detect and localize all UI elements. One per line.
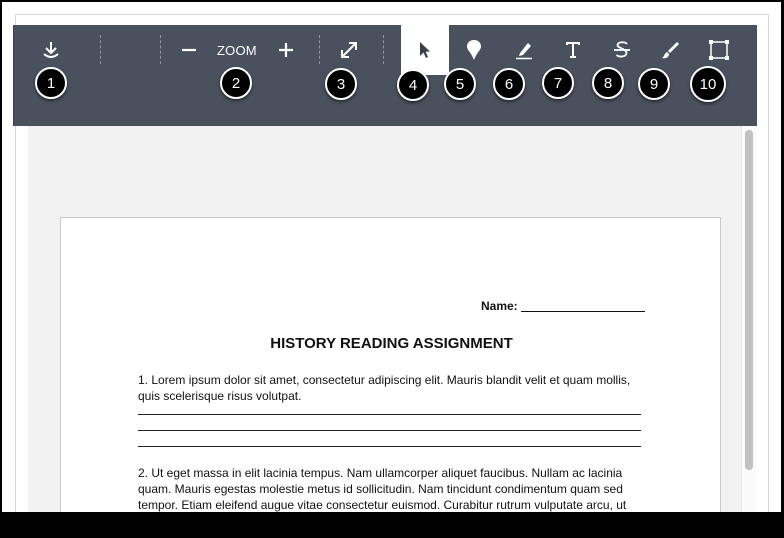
zoom-in-button[interactable] <box>275 25 297 75</box>
name-blank-line <box>521 302 645 312</box>
point-annotation-button[interactable] <box>460 25 488 75</box>
zoom-out-button[interactable] <box>178 25 200 75</box>
callout-badge-4: 4 <box>397 69 429 101</box>
callout-badge-9: 9 <box>638 68 670 100</box>
select-tool-button[interactable] <box>401 25 449 75</box>
minus-icon <box>181 42 197 58</box>
callout-badge-10: 10 <box>690 66 726 102</box>
brush-icon <box>660 40 680 60</box>
toolbar-divider <box>383 35 384 64</box>
callout-badge-8: 8 <box>592 67 624 99</box>
text-icon <box>565 41 581 59</box>
pointer-icon <box>418 41 432 59</box>
toolbar-divider <box>160 35 161 64</box>
screen-bottom-edge <box>0 512 784 538</box>
pin-icon <box>466 39 482 61</box>
area-box-icon <box>708 39 730 61</box>
answer-line <box>138 446 641 447</box>
callout-badge-7: 7 <box>542 67 574 99</box>
callout-badge-5: 5 <box>444 68 476 100</box>
name-label: Name: <box>481 299 518 313</box>
question-1: 1. Lorem ipsum dolor sit amet, consectetur adipiscing elit. Mauris blandit velit et quam mollis, quis scelerisque risus volutpat. <box>138 373 631 403</box>
zoom-label: ZOOM <box>217 43 257 58</box>
answer-line <box>138 414 641 415</box>
callout-badge-2: 2 <box>220 67 252 99</box>
question-2: 2. Ut eget massa in elit lacinia tempus. Nam ullamcorper aliquet faucibus. Nullam ac lacinia quam. Mauris egestas molestie metus id sollicitudin. Nam tincidunt condimentum quam sed tempor. Etiam eleifend augue vitae consectetur euismod. Curabitur rutrum vulputate arcu, ut <box>138 466 627 512</box>
callout-badge-1: 1 <box>35 67 67 99</box>
download-icon <box>41 40 61 60</box>
document-page <box>60 217 721 537</box>
strikethrough-icon <box>613 40 631 60</box>
vertical-scrollbar-thumb[interactable] <box>745 130 753 470</box>
draw-button[interactable] <box>656 25 684 75</box>
highlighter-icon <box>514 40 534 60</box>
answer-line <box>138 430 641 431</box>
toolbar-divider <box>319 35 320 64</box>
name-field <box>481 299 645 313</box>
plus-icon <box>278 42 294 58</box>
annotation-toolbar <box>13 25 757 126</box>
callout-badge-3: 3 <box>325 68 357 100</box>
expand-icon <box>339 40 359 60</box>
toolbar-divider <box>100 35 101 64</box>
highlight-button[interactable] <box>510 25 538 75</box>
callout-badge-6: 6 <box>493 68 525 100</box>
document-title: HISTORY READING ASSIGNMENT <box>270 335 513 352</box>
